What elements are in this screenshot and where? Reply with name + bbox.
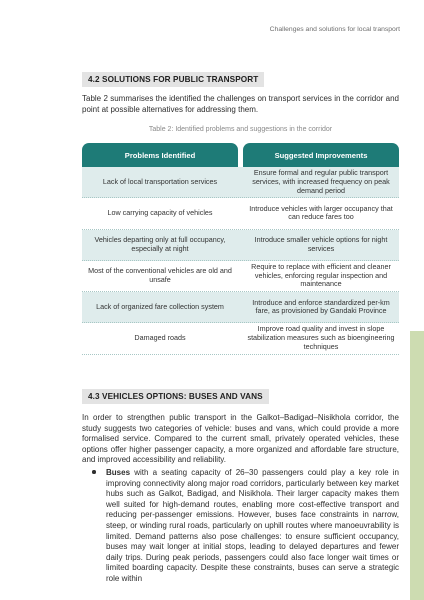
problem-cell: Most of the conventional vehicles are old and unsafe: [88, 266, 232, 285]
table-row: [82, 261, 399, 292]
section-intro-4-2: Table 2 summarises the identified the challenges on transport services in the corridor and point at possible alternatives for addressing them.: [82, 94, 399, 114]
table-row: [82, 323, 399, 354]
improvement-cell: Introduce and enforce standardized per-km fare, as provisioned by Gandaki Province: [252, 297, 390, 316]
bullet-term: Buses: [106, 468, 131, 477]
problem-cell: Vehicles departing only at full occupancy, especially at night: [94, 234, 226, 253]
improvement-cell: Introduce vehicles with larger occupancy that can reduce fares too: [249, 203, 393, 222]
table-row: [82, 167, 399, 198]
table-row: [82, 198, 399, 229]
section-intro-4-3: In order to strengthen public transport in the Galkot–Badigad–Nisikhola corridor, the study suggests two categories of vehicle: buses and vans, which could provide a more formalised service. Compared to the current small, privately operated vehicles, these options offer higher passenger capacity, a more organized and affordable fare structure, and improved accessibility and reliability.: [82, 413, 399, 465]
table-caption: Table 2: Identified problems and suggestions in the corridor: [148, 126, 333, 133]
side-tab: [410, 331, 424, 600]
section-heading-4-2: 4.2 SOLUTIONS FOR PUBLIC TRANSPORT: [82, 72, 264, 87]
problem-cell: Lack of organized fare collection system: [96, 301, 224, 311]
column-header-problems: Problems Identified: [82, 143, 238, 167]
bullet-item-buses: [92, 468, 399, 585]
running-header: Challenges and solutions for local transport: [269, 26, 400, 33]
improvement-cell: Ensure formal and regular public transport services, with increased frequency on peak demand period: [252, 167, 390, 195]
problem-cell: Lack of local transportation services: [102, 176, 218, 186]
problem-cell: Low carrying capacity of vehicles: [107, 208, 213, 218]
section-heading-4-3: 4.3 VEHICLES OPTIONS: BUSES AND VANS: [82, 389, 269, 404]
problem-cell: Damaged roads: [134, 333, 186, 343]
improvement-cell: Introduce smaller vehicle options for night services: [254, 234, 388, 253]
bullet-body: with a seating capacity of 26–30 passengers could play a key role in improving connectivity along major road corridors, particularly between key market hubs such as Galkot, Badigad, and Nisikhola. Their larger capacity makes them well suited for high-demand routes, enabling more cost-effective transport and reducing per-passenger emissions. However, buses face constraints in narrow, steep, or winding rural roads, particularly on uphill routes where manoeuvrability is limited. Demand patterns also pose challenges: to ensure sufficient occupancy, buses may wait longer at initial stops, leading to delayed departures and fewer daily trips. During peak periods, passengers could also face longer wait times or limited boarding capacity. Despite these constraints, buses can serve a strategic role within: [106, 468, 399, 583]
improvement-cell: Require to replace with efficient and cleaner vehicles, enforcing regular inspection and maintenance: [251, 261, 391, 289]
table-header-row: [82, 143, 399, 167]
table-row: [82, 230, 399, 261]
bullet-dot-icon: [92, 470, 96, 474]
improvement-cell: Improve road quality and invest in slope stabilization measures such as bioengineering techniques: [247, 324, 395, 352]
column-header-improvements: Suggested Improvements: [243, 143, 399, 167]
table-row: [82, 292, 399, 323]
bullet-text: [106, 468, 399, 585]
problems-suggestions-table: [82, 143, 399, 355]
